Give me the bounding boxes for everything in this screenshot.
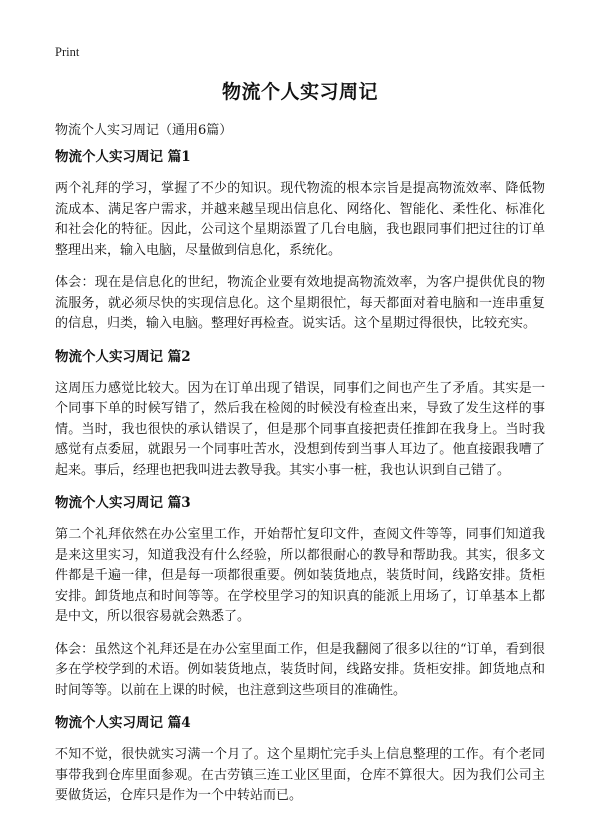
document-title: 物流个人实习周记 <box>221 81 378 103</box>
section-3 <box>55 493 545 701</box>
section-4 <box>55 713 545 807</box>
document-body <box>55 147 545 819</box>
section-heading: 物流个人实习周记 篇2 <box>55 348 191 365</box>
paragraph: 不知不觉，很快就实习满一个月了。这个星期忙完手头上信息整理的工作。有个老同事带我到仓库里面参观。在古劳镇三连工业区里面，仓库不算很大。因为我们公司主要做货运，仓库只是作为一个中转站而已。 <box>55 747 545 803</box>
section-2 <box>55 347 545 482</box>
print-link[interactable]: Print <box>55 45 80 59</box>
paragraph: 体会：现在是信息化的世纪，物流企业要有效地提高物流效率，为客户提供优良的物流服务，就必须尽快的实现信息化。这个星期很忙，每天都面对着电脑和一连串重复的信息，归类，输入电脑。整理好再检查。说实话。这个星期过得很快，比较充实。 <box>55 275 545 331</box>
section-1 <box>55 147 545 335</box>
paragraph: 体会：虽然这个礼拜还是在办公室里面工作，但是我翻阅了很多以往的“订单，看到很多在学校学到的术语。例如装货地点，装货时间，线路安排。货柜安排。卸货地点和时间等等。以前在上课的时候，也注意到这些项目的准确性。 <box>55 641 545 698</box>
document-subtitle: 物流个人实习周记（通用6篇） <box>55 123 233 138</box>
paragraph: 第二个礼拜依然在办公室里工作，开始帮忙复印文件，查阅文件等等，同事们知道我是来这里实习，知道我没有什么经验，所以都很耐心的教导和帮助我。其实，很多文件都是千遍一律，但是每一项都很重要。例如装货地点，装货时间，线路安排。货柜安排。卸货地点和时间等等。在学校里学习的知识真的能派上用场了，订单基本上都是中文，所以很容易就会熟悉了。 <box>55 527 545 624</box>
section-heading: 物流个人实习周记 篇1 <box>55 149 191 165</box>
section-heading: 物流个人实习周记 篇3 <box>55 495 191 511</box>
paragraph: 这周压力感觉比较大。因为在订单出现了错误，同事们之间也产生了矛盾。其实是一个同事下单的时候写错了，然后我在检阅的时候没有检查出来，导致了发生这样的事情。当时，我也很快的承认错误了，但是那个同事直接把责任推卸在我身上。当时我感觉有点委屈，就跟另一个同事吐苦水，没想到传到当事人耳边了。他直接跟我嘈了起来。事后，经理也把我叫进去教导我。其实小事一桩，我也认识到自己错了。 <box>55 380 545 478</box>
section-heading: 物流个人实习周记 篇4 <box>55 715 191 731</box>
paragraph: 两个礼拜的学习，掌握了不少的知识。现代物流的根本宗旨是提高物流效率、降低物流成本、满足客户需求，并越来越呈现出信息化、网络化、智能化、柔性化、标准化和社会化的特征。因此，公司这个星期添置了几台电脑，我也跟同事们把过往的订单整理出来，输入电脑，尽量做到信息化，系统化。 <box>55 181 545 258</box>
